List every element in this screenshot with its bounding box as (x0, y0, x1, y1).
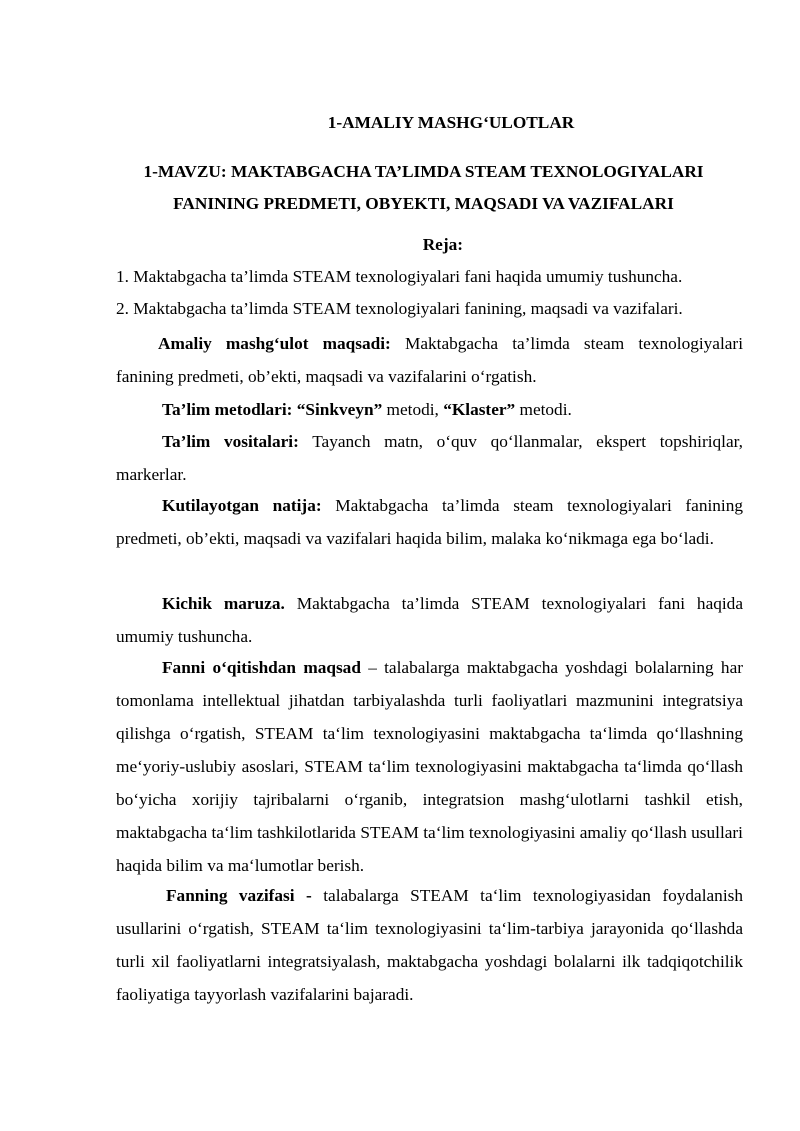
tasks-label: Fanning vazifasi - (166, 886, 312, 905)
aim-paragraph (116, 651, 743, 882)
goal-text: Maktabgacha ta’limda steam texnologiyalari fanining predmeti, ob’ekti, maqsadi va vazifalarini o‘rgatish. (116, 334, 743, 386)
page-title: 1-AMALIY MASHG‘ULOTLAR (327, 113, 575, 132)
result-label: Kutilayotgan natija: (162, 496, 322, 515)
topic-line-1: 1-MAVZU: MAKTABGACHA TA’LIMDA STEAM TEXNOLOGIYALARI (143, 162, 704, 181)
method-1: “Sinkveyn” (296, 400, 383, 419)
result-text: Maktabgacha ta’limda steam texnologiyalari fanining predmeti, ob’ekti, maqsadi va vazifalari haqida bilim, malaka ko‘nikmaga ega bo‘ladi. (116, 496, 744, 548)
tools-label: Ta’lim vositalari: (162, 432, 299, 451)
goal-label: Amaliy mashg‘ulot maqsadi: (158, 334, 391, 353)
lecture-label: Kichik maruza. (162, 594, 285, 613)
result-paragraph (116, 489, 743, 555)
aim-text: – talabalarga maktabgacha yoshdagi bolalarning har tomonlama intellektual jihatdan tarbiyalashda turli faoliyatlari mazmunini integratsiya qilishga o‘rgatish, STEAM ta‘lim texnologiyasini maktabgacha ta‘limda qo‘llashning me‘yoriy-uslubiy asoslari, STEAM ta‘lim texnologiyasini maktabgacha ta‘limda qo‘llash bo‘yicha xorijiy tajribalarni o‘rganib, integratsion mashg‘ulotlarni tashkil etish, maktabgacha ta‘lim tashkilotlarida STEAM ta‘lim texnologiyasini amaliy qo‘llash usullari haqida bilim va ma‘lumotlar berish. (116, 658, 743, 875)
plan-heading: Reja: (422, 235, 463, 254)
methods-label: Ta’lim metodlari: (162, 400, 293, 419)
goal-paragraph (116, 327, 743, 393)
topic-heading (110, 156, 737, 220)
method-2: “Klaster” (443, 400, 516, 419)
lecture-text: Maktabgacha ta’limda STEAM texnologiyalari fani haqida umumiy tushuncha. (116, 594, 743, 646)
tasks-text: talabalarga STEAM ta‘lim texnologiyasidan foydalanish usullarini o‘rgatish, STEAM ta‘lim texnologiyasini ta‘lim-tarbiya jarayonida qo‘llashda turli xil faoliyatlarni integratsiyalash, maktabgacha yoshdagi bolalarni ilk tadqiqotchilik faoliyatiga tayyorlash vazifalarini bajaradi. (116, 886, 743, 1004)
aim-label: Fanni o‘qitishdan maqsad (162, 658, 361, 677)
tools-text: Tayanch matn, o‘quv qo‘llanmalar, ekspert topshiriqlar, markerlar. (116, 432, 744, 484)
topic-line-2: FANINING PREDMETI, OBYEKTI, MAQSADI VA VAZIFALARI (173, 194, 674, 213)
tasks-paragraph (116, 879, 743, 1011)
lecture-paragraph (116, 587, 743, 653)
tools-paragraph (116, 425, 743, 491)
plan-item-1: 1. Maktabgacha ta’limda STEAM texnologiyalari fani haqida umumiy tushuncha. (116, 267, 683, 286)
plan-item-2: 2. Maktabgacha ta’limda STEAM texnologiyalari fanining, maqsadi va vazifalari. (116, 299, 683, 318)
methods-paragraph: Ta’lim metodlari: “Sinkveyn” metodi, “Klaster” metodi. (162, 400, 572, 419)
